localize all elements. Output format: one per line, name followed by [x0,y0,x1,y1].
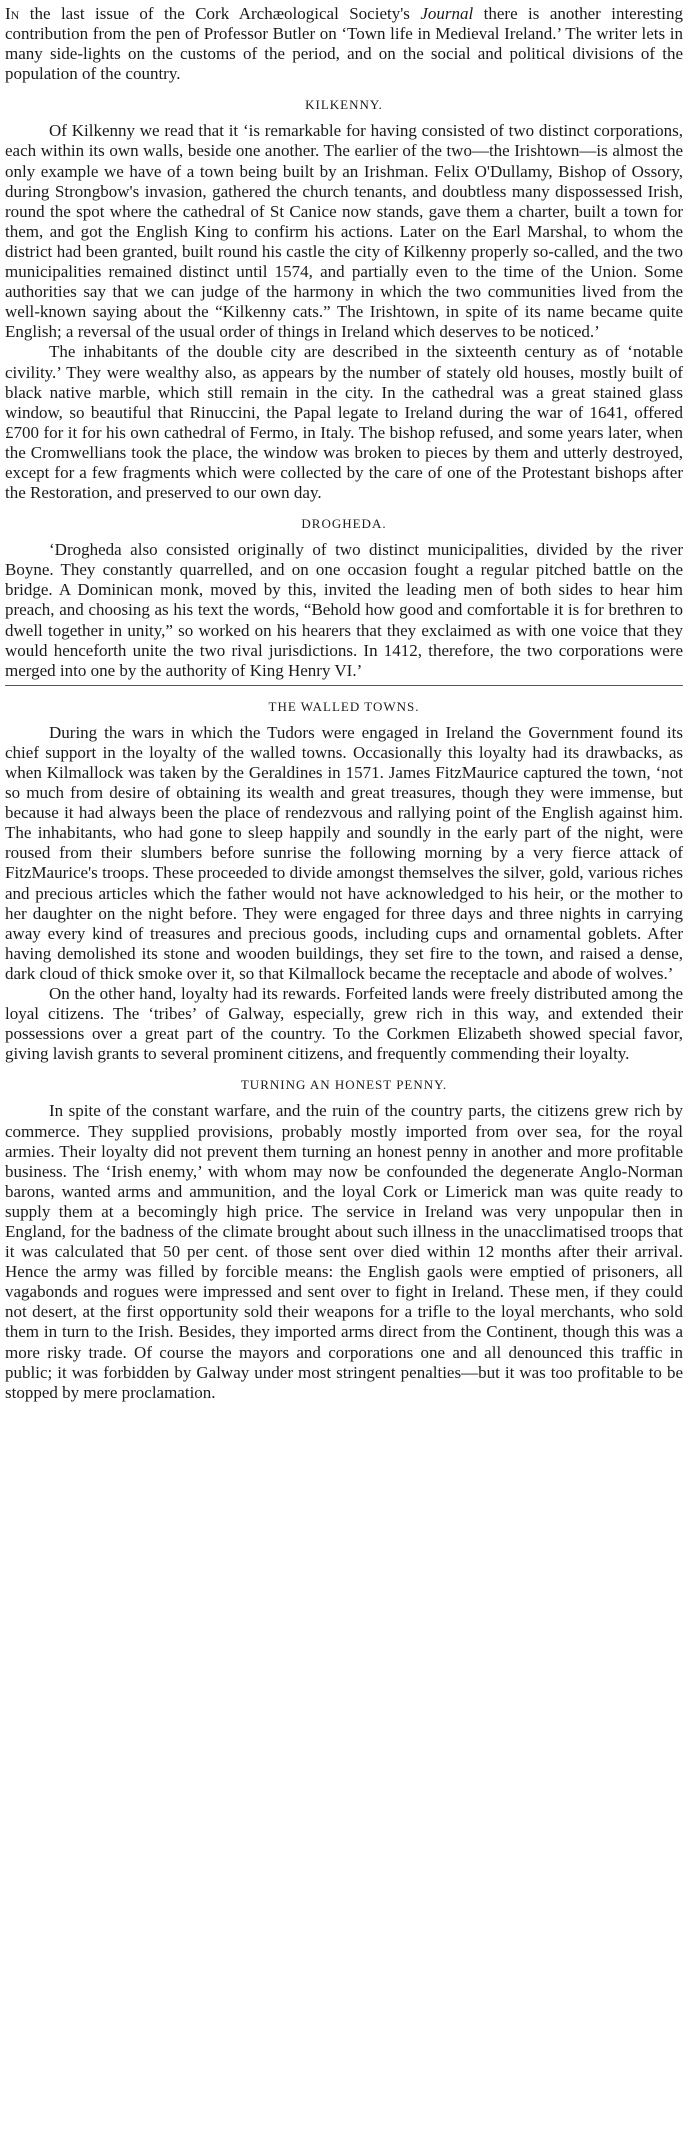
paragraph: During the wars in which the Tudors were engaged in Ireland the Government found its chief support in the loyalty of the walled towns. Occasionally this loyalty had its drawbacks, as when Kilmallock was taken by the Geraldines in 1571. James FitzMaurice captured the town, ‘not so much from desire of obtaining its wealth and great treasures, though they were immense, but because it had always been the place of rendezvous and rallying point of the English against him. The inhabitants, who had gone to sleep happily and soundly in the early part of the night, were roused from their slumbers before sunrise the following morning by a very fierce attack of FitzMaurice's troops. These proceeded to divide amongst themselves the silver, gold, various riches and precious articles which the father would not have acknowledged to his heir, or the mother to her daughter on the night before. They were engaged for three days and three nights in carrying away every kind of treasures and precious goods, including cups and ornamental goblets. After having demolished its stone and wooden buildings, they set fire to the town, and raised a dense, dark cloud of thick smoke over it, so that Kilmallock became the receptacle and abode of wolves.’ [5,722,683,983]
intro-text-lead: the last issue of the Cork Archæological Society's [19,4,421,23]
paragraph: The inhabitants of the double city are described in the sixteenth century as of ‘notable civility.’ They were wealthy also, as appears by the number of stately old houses, mostly built of black native marble, which still remain in the city. In the cathedral was a great stained glass window, so beautiful that Rinuccini, the Papal legate to Ireland during the war of 1641, offered £700 for it for his own cathedral of Fermo, in Italy. The bishop refused, and some years later, when the Cromwellians took the place, the window was broken to pieces by them and utterly destroyed, except for a few fragments which were collected by the care of one of the Protestant bishops after the Restoration, and preserved to our own day. [5,342,683,503]
intro-text-rest: there is another interesting contribution from the pen of Professor Butler on ‘Town life in Medieval Ireland.’ The writer lets in many side-lights on the customs of the period, and on the social and political divisions of the population of the country. [5,4,683,84]
section-heading: DROGHEDA. [301,516,387,532]
divider [5,685,683,686]
section-drogheda [5,516,683,681]
paragraph: ‘Drogheda also consisted originally of two distinct municipalities, divided by the river Boyne. They constantly quarrelled, and on one occasion fought a regular pitched battle on the bridge. A Dominican monk, moved by this, invited the leading men of both sides to hear him preach, and choosing as his text the words, “Behold how good and comfortable it is for brethren to dwell together in unity,” so worked on his hearers that they exclaimed as with one voice that they would henceforth unite the two rival jurisdictions. In 1412, therefore, the two corporations were merged into one by the authority of King Henry VI.’ [5,540,683,680]
paragraph: On the other hand, loyalty had its rewards. Forfeited lands were freely distributed among the loyal citizens. The ‘tribes’ of Galway, especially, grew rich in this way, and extended their possessions over a great part of the country. To the Corkmen Elizabeth showed special favor, giving lavish grants to several prominent citizens, and frequently commending their loyalty. [5,984,683,1064]
section-kilkenny [5,97,683,503]
section-walled-towns [5,699,683,1065]
section-heading: TURNING AN HONEST PENNY. [240,1077,448,1093]
section-heading: THE WALLED TOWNS. [268,698,420,714]
paragraph: Of Kilkenny we read that it ‘is remarkable for having consisted of two distinct corporations, each within its own walls, beside one another. The earlier of the two—the Irishtown—is almost the only example we have of a town being built by an Irishman. Felix O'Dullamy, Bishop of Ossory, during Strongbow's invasion, gathered the church tenants, and doubtless many dispossessed Irish, round the spot where the cathedral of St Canice now stands, gave them a charter, built a town for them, and got the English King to confirm his actions. Later on the Earl Marshal, to whom the district had been granted, built round his castle the city of Kilkenny properly so-called, and the two municipalities remained distinct until 1574, and partially even to the time of the Union. Some authorities say that we can judge of the harmony in which the two communities lived from the well-known saying about the “Kilkenny cats.” The Irishtown, in spite of its name became quite English; a reversal of the usual order of things in Ireland which deserves to be noticed.’ [5,121,683,342]
journal-title: Journal [420,4,474,23]
paragraph: In spite of the constant warfare, and the ruin of the country parts, the citizens grew rich by commerce. They supplied provisions, probably mostly imported from over sea, for the royal armies. Their loyalty did not prevent them turning an honest penny in another and more profitable business. The ‘Irish enemy,’ with whom may now be confounded the degenerate Anglo-Norman barons, wanted arms and ammunition, and the loyal Cork or Limerick man was quite ready to supply them at a becomingly high price. The service in Ireland was very unpopular then in England, for the badness of the climate brought about such illness in the unacclimatised troops that it was calculated that 50 per cent. of those sent over died within 12 months after their arrival. Hence the army was filled by forcible means: the English gaols were emptied of prisoners, all vagabonds and rogues were impressed and sent over to fight in Ireland. These men, if they could not desert, at the first opportunity sold their weapons for a trifle to the loyal merchants, who sold them in turn to the Irish. Besides, they imported arms direct from the Continent, though this was a more risky trade. Of course the mayors and corporations one and all denounced this traffic in public; it was forbidden by Galway under most stringent penalties—but it was too profitable to be stopped by mere proclamation. [5,1101,683,1402]
section-heading: KILKENNY. [305,97,383,113]
section-turning-an-honest-penny [5,1077,683,1402]
intro-paragraph [5,4,683,84]
intro-first-word: In [5,4,20,23]
